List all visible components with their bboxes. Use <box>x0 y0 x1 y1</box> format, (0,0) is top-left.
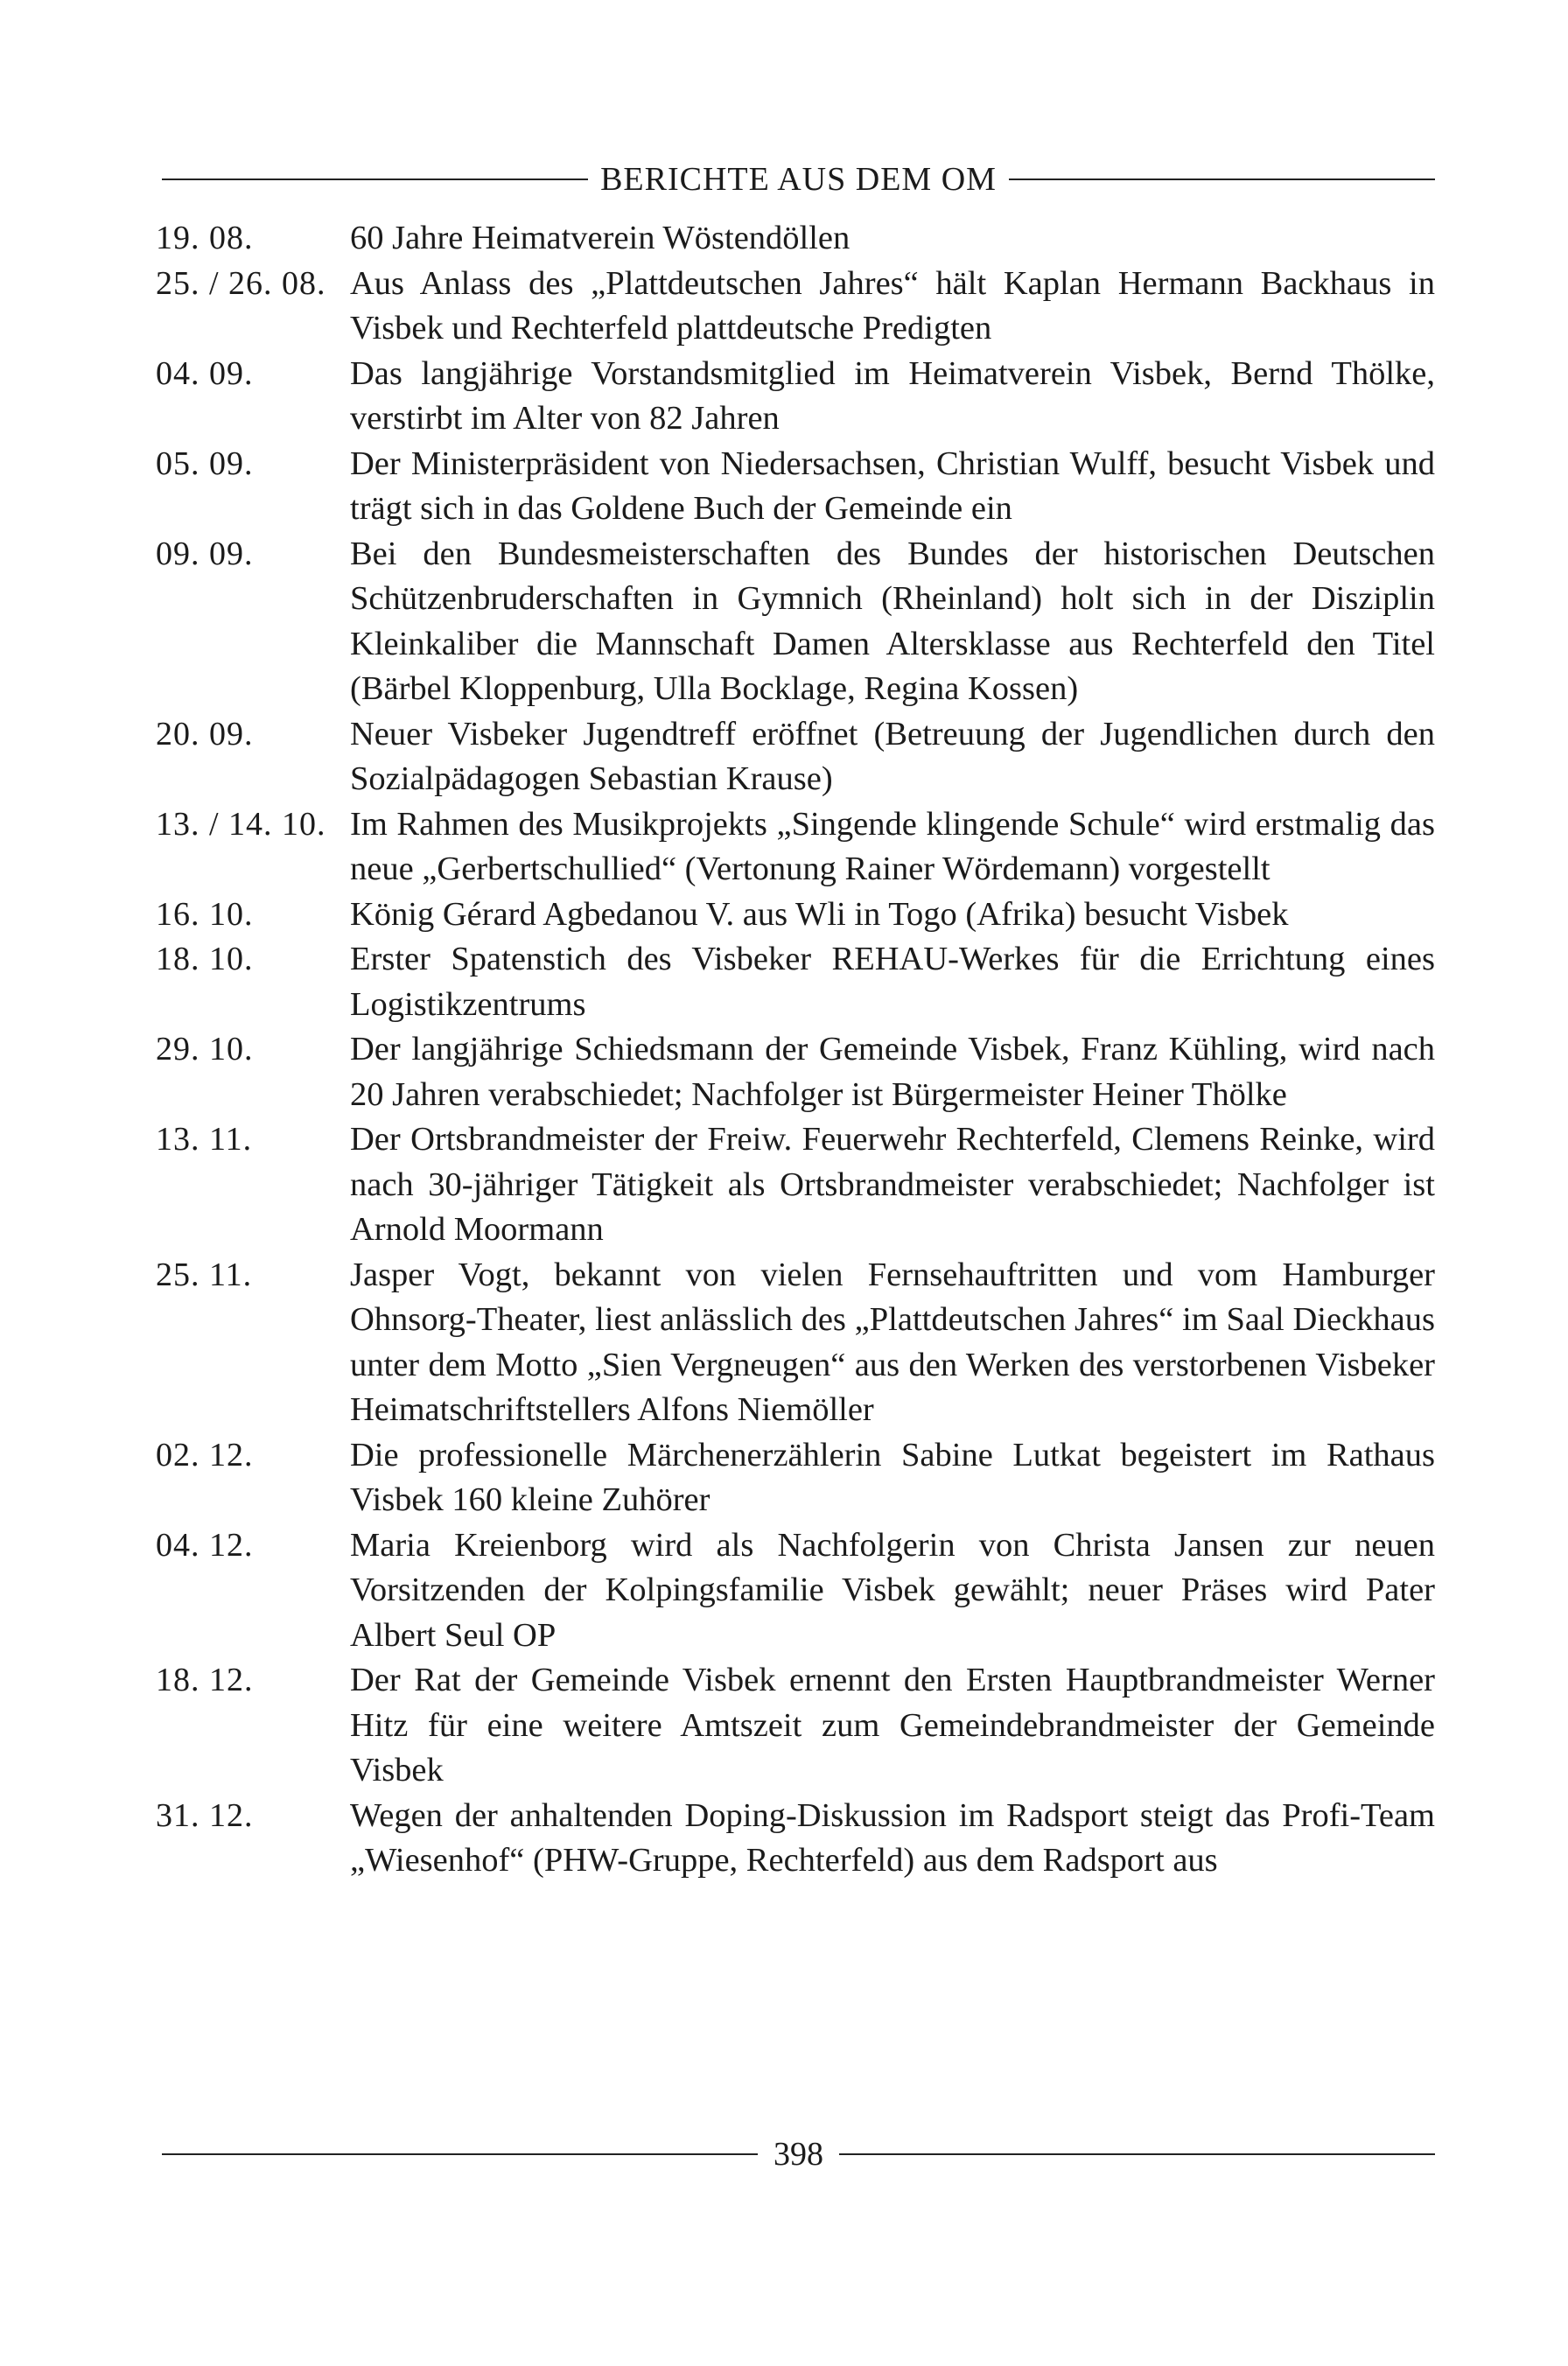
header-rule-right <box>1009 178 1435 180</box>
entry-date: 04. 12. <box>156 1526 254 1564</box>
entry-text: Neuer Visbeker Jugendtreff eröffnet (Betreuung der Jugendlichen durch den Sozialpädagogen Sebastian Krause) <box>350 715 1435 797</box>
footer-rule-right <box>839 2153 1435 2155</box>
chronicle-entry <box>156 1027 1435 1117</box>
entry-date: 19. 08. <box>156 220 254 256</box>
page-footer <box>162 2128 1435 2180</box>
entry-date: 20. 09. <box>156 715 254 752</box>
chronicle-entry <box>156 1117 1435 1253</box>
chronicle-entry <box>156 352 1435 442</box>
chronicle-entry <box>156 1433 1435 1523</box>
chronicle-entry <box>156 262 1435 352</box>
entry-text: Wegen der anhaltenden Doping-Diskussion im Radsport steigt das Profi-Team „Wiesenhof“ (PHW-Gruppe, Rechterfeld) aus dem Radsport aus <box>350 1796 1435 1879</box>
entry-text: König Gérard Agbedanou V. aus Wli in Togo (Afrika) besucht Visbek <box>350 895 1289 933</box>
entry-date: 25. / 26. 08. <box>156 264 326 302</box>
chronicle-entry <box>156 892 1435 938</box>
entry-text: Der Rat der Gemeinde Visbek ernennt den Ersten Hauptbrandmeister Werner Hitz für eine weitere Amtszeit zum Gemeindebrandmeister der Gemeinde Visbek <box>350 1662 1435 1788</box>
entry-text: Im Rahmen des Musikprojekts „Singende klingende Schule“ wird erstmalig das neue „Gerbertschullied“ (Vertonung Rainer Wördemann) vorgestellt <box>350 805 1435 887</box>
entry-date: 04. 09. <box>156 354 254 392</box>
chronicle-entry <box>156 442 1435 532</box>
entry-date: 31. 12. <box>156 1796 254 1834</box>
header-rule-left <box>162 178 588 180</box>
chronicle-entry <box>156 1658 1435 1794</box>
chronicle-entry <box>156 216 1435 262</box>
chronicle-entry <box>156 1253 1435 1433</box>
entry-date: 05. 09. <box>156 444 254 482</box>
entry-text: Der Ortsbrandmeister der Freiw. Feuerwehr Rechterfeld, Clemens Reinke, wird nach 30-jähriger Tätigkeit als Ortsbrandmeister verabschiedet; Nachfolger ist Arnold Moormann <box>350 1121 1435 1248</box>
entry-text: Bei den Bundesmeisterschaften des Bundes der historischen Deutschen Schützenbruderschaften in Gymnich (Rheinland) holt sich in der Disziplin Kleinkaliber die Mannschaft Damen Altersklasse aus Rechterfeld den Titel (Bärbel Kloppenburg, Ulla Bocklage, Regina Kossen) <box>350 535 1435 707</box>
chronicle-entry <box>156 802 1435 892</box>
entry-text: Der langjährige Schiedsmann der Gemeinde Visbek, Franz Kühling, wird nach 20 Jahren verabschiedet; Nachfolger ist Bürgermeister Heiner Thölke <box>350 1031 1435 1113</box>
entry-date: 18. 10. <box>156 941 254 977</box>
chronicle-list <box>156 216 1435 1884</box>
entry-date: 13. / 14. 10. <box>156 805 326 843</box>
chronicle-entry <box>156 1794 1435 1884</box>
entry-text: Das langjährige Vorstandsmitglied im Heimatverein Visbek, Bernd Thölke, verstirbt im Alter von 82 Jahren <box>350 354 1435 437</box>
chronicle-entry <box>156 712 1435 802</box>
chronicle-entry <box>156 1523 1435 1659</box>
chronicle-entry <box>156 937 1435 1027</box>
running-header <box>162 149 1435 210</box>
entry-text: Jasper Vogt, bekannt von vielen Fernsehauftritten und vom Hamburger Ohnsorg-Theater, liest anlässlich des „Plattdeutschen Jahres“ im Saal Dieckhaus unter dem Motto „Sien Vergneugen“ aus den Werken des verstorbenen Visbeker Heimatschriftstellers Alfons Niemöller <box>350 1256 1435 1428</box>
entry-text: Die professionelle Märchenerzählerin Sabine Lutkat begeistert im Rathaus Visbek 160 kleine Zuhörer <box>350 1436 1435 1518</box>
entry-text: Maria Kreienborg wird als Nachfolgerin von Christa Jansen zur neuen Vorsitzenden der Kolpingsfamilie Visbek gewählt; neuer Präses wird Pater Albert Seul OP <box>350 1526 1435 1654</box>
entry-text: 60 Jahre Heimatverein Wöstendöllen <box>350 220 850 256</box>
entry-date: 09. 09. <box>156 535 254 572</box>
entry-text: Aus Anlass des „Plattdeutschen Jahres“ hält Kaplan Hermann Backhaus in Visbek und Rechterfeld plattdeutsche Predigten <box>350 264 1435 346</box>
entry-date: 29. 10. <box>156 1031 254 1068</box>
entry-date: 13. 11. <box>156 1121 253 1158</box>
header-title: BERICHTE AUS DEM OM <box>600 161 997 198</box>
entry-date: 18. 12. <box>156 1662 254 1698</box>
page-number: 398 <box>774 2136 823 2173</box>
footer-rule-left <box>162 2153 758 2155</box>
entry-date: 02. 12. <box>156 1436 254 1474</box>
entry-text: Erster Spatenstich des Visbeker REHAU-Werkes für die Errichtung eines Logistikzentrums <box>350 941 1435 1023</box>
entry-date: 16. 10. <box>156 895 254 933</box>
entry-date: 25. 11. <box>156 1256 253 1293</box>
entry-text: Der Ministerpräsident von Niedersachsen, Christian Wulff, besucht Visbek und trägt sich in das Goldene Buch der Gemeinde ein <box>350 444 1435 527</box>
chronicle-entry <box>156 532 1435 712</box>
